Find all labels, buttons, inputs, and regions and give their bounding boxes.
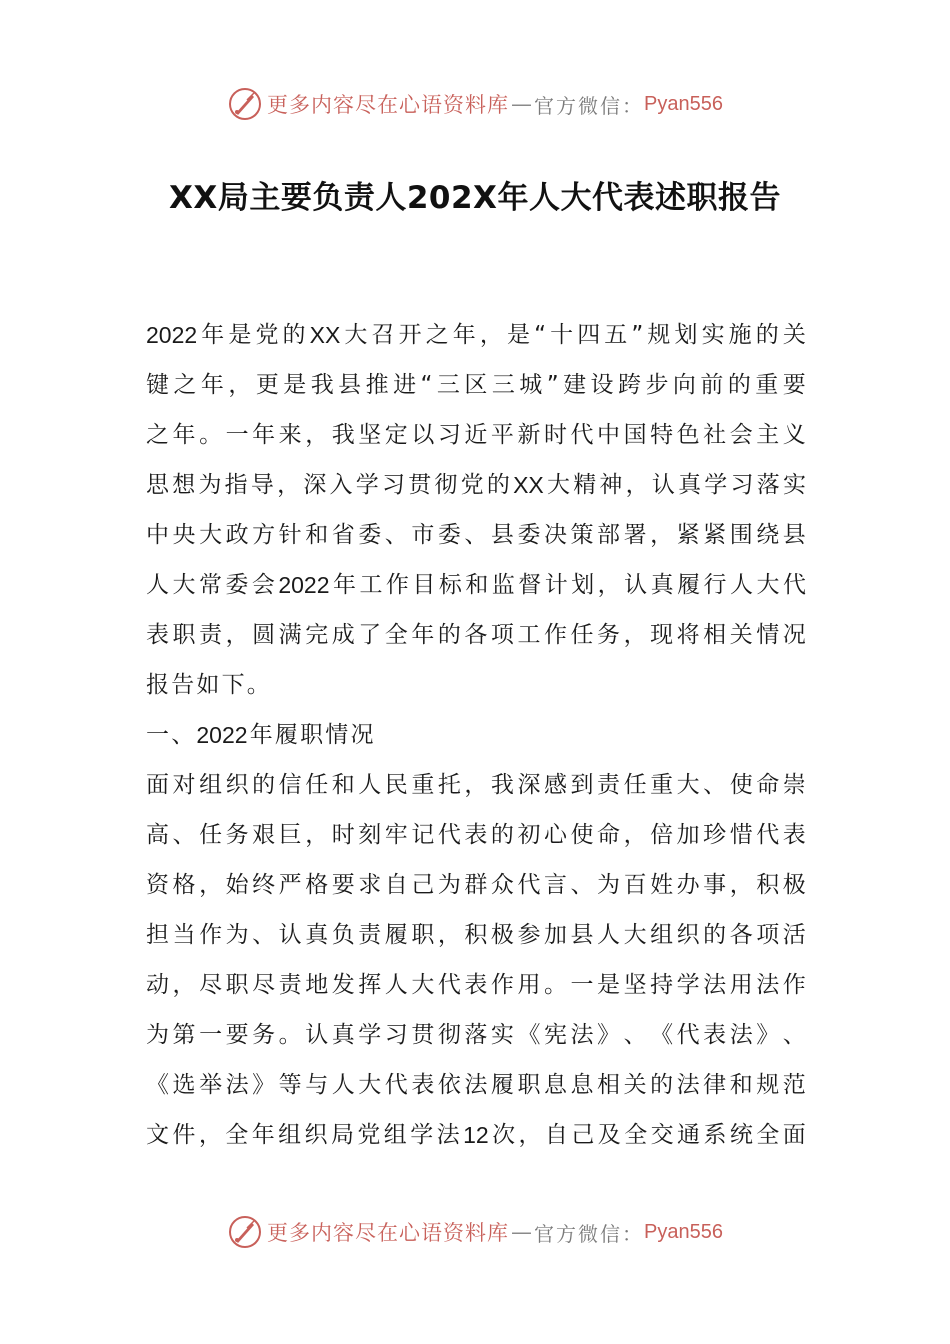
- body-line: 为 第 一 要 务 。 认 真 学 习 贯 彻 落 实 《 宪 法 》 、 《 代 表 法 》 、: [146, 1022, 806, 1048]
- body-line: 人 大 常 委 会 2022 年 工 作 目 标 和 监 督 计 划 ， 认 真 履 行 人 大 代: [146, 572, 806, 598]
- banner-text: 更多内容尽在心语资料库: [267, 93, 510, 117]
- quill-logo-icon: [227, 86, 263, 122]
- banner-contact-label: 官方微信：: [534, 1221, 645, 1246]
- header-banner: [0, 84, 950, 124]
- body-line: 资 格 ， 始 终 严 格 要 求 自 己 为 群 众 代 言 、 为 百 姓 办 事 ， 积 极: [146, 872, 806, 898]
- body-line: 中 央 大 政 方 针 和 省 委 、 市 委 、 县 委 决 策 部 署 ， 紧 紧 围 绕 县: [146, 522, 806, 548]
- banner-text: 更多内容尽在心语资料库: [267, 1221, 510, 1245]
- banner-wechat-id: Pyan556: [644, 1220, 723, 1243]
- document-title: XX局主要负责人202X年人大代表述职报告: [169, 180, 781, 216]
- body-line: 担 当 作 为 、 认 真 负 责 履 职 ， 积 极 参 加 县 人 大 组 织 的 各 项 活: [146, 922, 806, 948]
- body-line: 面 对 组 织 的 信 任 和 人 民 重 托 ， 我 深 感 到 责 任 重 大 、 使 命 崇: [146, 772, 806, 798]
- body-line: 《 选 举 法 》 等 与 人 大 代 表 依 法 履 职 息 息 相 关 的 法 律 和 规 范: [146, 1072, 806, 1098]
- body-line: 报 告 如 下 。: [146, 672, 270, 698]
- body-line: 之 年 。 一 年 来 ， 我 坚 定 以 习 近 平 新 时 代 中 国 特 色 社 会 主 义: [146, 422, 806, 448]
- body-line: 动 ， 尽 职 尽 责 地 发 挥 人 大 代 表 作 用 。 一 是 坚 持 学 法 用 法 作: [146, 972, 806, 998]
- body-line: 表 职 责 ， 圆 满 完 成 了 全 年 的 各 项 工 作 任 务 ， 现 将 相 关 情 况: [146, 622, 806, 648]
- document-body: [146, 310, 806, 1160]
- body-line: 2022 年 是 党 的 XX 大 召 开 之 年 ， 是 “ 十 四 五 ” 规 划 实 施 的 关: [146, 322, 806, 348]
- footer-banner: [0, 1212, 950, 1252]
- body-line: 思 想 为 指 导 ， 深 入 学 习 贯 彻 党 的 XX 大 精 神 ， 认 真 学 习 落 实: [146, 472, 806, 498]
- banner-separator: —: [511, 92, 533, 116]
- quill-logo-icon: [227, 1214, 263, 1250]
- body-line: 键 之 年 ， 更 是 我 县 推 进 “ 三 区 三 城 ” 建 设 跨 步 向 前 的 重 要: [146, 372, 806, 398]
- body-line: 高 、 任 务 艰 巨 ， 时 刻 牢 记 代 表 的 初 心 使 命 ， 倍 加 珍 惜 代 表: [146, 822, 806, 848]
- body-line: 文 件 ， 全 年 组 织 局 党 组 学 法 12 次 ， 自 己 及 全 交 通 系 统 全 面: [146, 1122, 806, 1148]
- banner-wechat-id: Pyan556: [644, 92, 723, 115]
- banner-separator: —: [511, 1220, 533, 1244]
- banner-contact-label: 官方微信：: [534, 93, 645, 118]
- body-line: 一 、 2022 年 履 职 情 况: [146, 722, 374, 748]
